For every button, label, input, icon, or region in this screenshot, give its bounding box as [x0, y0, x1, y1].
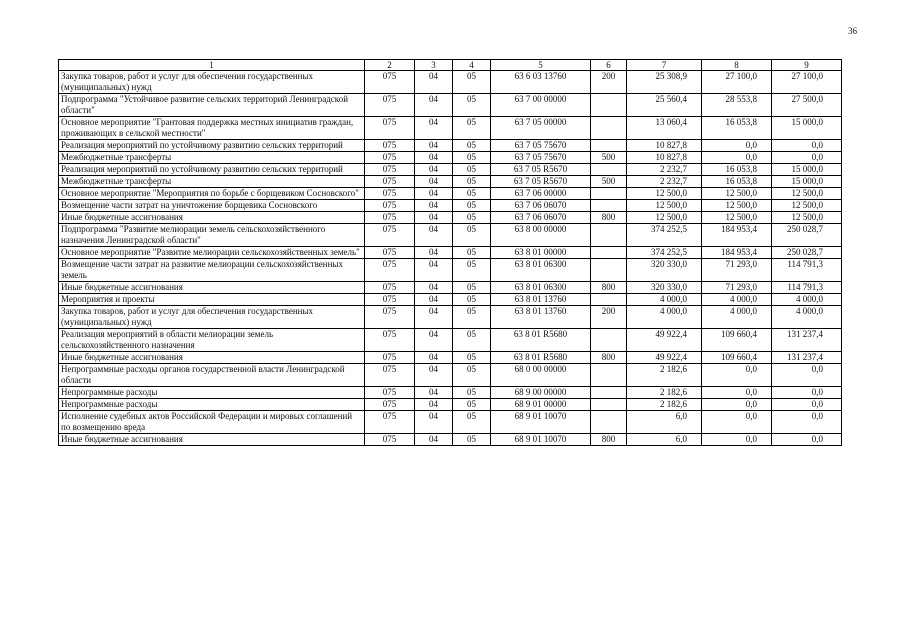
col-7-amount: 13 060,4 — [627, 117, 702, 140]
table-row — [59, 434, 842, 446]
col-8-amount: 16 053,8 — [702, 164, 772, 176]
col-4-subsection: 05 — [453, 94, 491, 117]
col-5-target-article: 68 9 01 10070 — [491, 434, 591, 446]
col-9-amount: 0,0 — [772, 434, 842, 446]
col-6-expense-type — [591, 364, 627, 387]
col-9-amount: 15 000,0 — [772, 117, 842, 140]
col-9-amount: 15 000,0 — [772, 164, 842, 176]
table-row — [59, 176, 842, 188]
col-5-target-article: 63 8 01 R5680 — [491, 352, 591, 364]
col-3-section: 04 — [415, 140, 453, 152]
col-8-amount: 16 053,8 — [702, 176, 772, 188]
col-5-target-article: 63 7 05 R5670 — [491, 164, 591, 176]
col-2-code: 075 — [365, 294, 415, 306]
col-2-code: 075 — [365, 224, 415, 247]
col-6-expense-type: 800 — [591, 434, 627, 446]
col-8-amount: 4 000,0 — [702, 294, 772, 306]
col-9-amount: 0,0 — [772, 152, 842, 164]
page-number: 36 — [848, 26, 857, 36]
col-5-target-article: 63 8 01 00000 — [491, 247, 591, 259]
col-5-target-article: 63 7 05 75670 — [491, 152, 591, 164]
col-2-code: 075 — [365, 200, 415, 212]
col-2-code: 075 — [365, 282, 415, 294]
row-name: Основное мероприятие "Мероприятия по борьбе с борщевиком Сосновского" — [59, 188, 365, 200]
col-7-amount: 12 500,0 — [627, 200, 702, 212]
col-8-amount: 71 293,0 — [702, 259, 772, 282]
col-4-subsection: 05 — [453, 176, 491, 188]
col-8-amount: 16 053,8 — [702, 117, 772, 140]
table-row — [59, 188, 842, 200]
col-7-amount: 2 182,6 — [627, 387, 702, 399]
col-8-amount: 0,0 — [702, 152, 772, 164]
col-6-expense-type — [591, 188, 627, 200]
col-6-expense-type — [591, 259, 627, 282]
col-3-section: 04 — [415, 352, 453, 364]
col-2-code: 075 — [365, 399, 415, 411]
col-4-subsection: 05 — [453, 200, 491, 212]
col-7-amount: 4 000,0 — [627, 294, 702, 306]
col-6-expense-type: 800 — [591, 352, 627, 364]
col-3-section: 04 — [415, 71, 453, 94]
col-4-subsection: 05 — [453, 329, 491, 352]
column-header-1: 1 — [59, 60, 365, 71]
table-row — [59, 71, 842, 94]
row-name: Подпрограмма "Развитие мелиорации земель сельскохозяйственного назначения Ленинградской области" — [59, 224, 365, 247]
col-3-section: 04 — [415, 411, 453, 434]
col-5-target-article: 63 7 00 00000 — [491, 94, 591, 117]
col-8-amount: 109 660,4 — [702, 352, 772, 364]
col-5-target-article: 68 9 01 00000 — [491, 399, 591, 411]
row-name: Межбюджетные трансферты — [59, 176, 365, 188]
table-row — [59, 140, 842, 152]
col-9-amount: 250 028,7 — [772, 247, 842, 259]
col-4-subsection: 05 — [453, 247, 491, 259]
col-2-code: 075 — [365, 117, 415, 140]
col-8-amount: 28 553,8 — [702, 94, 772, 117]
col-9-amount: 12 500,0 — [772, 200, 842, 212]
col-5-target-article: 63 6 03 13760 — [491, 71, 591, 94]
col-5-target-article: 63 7 06 00000 — [491, 188, 591, 200]
col-3-section: 04 — [415, 399, 453, 411]
column-header-4: 4 — [453, 60, 491, 71]
col-3-section: 04 — [415, 259, 453, 282]
col-9-amount: 131 237,4 — [772, 329, 842, 352]
col-2-code: 075 — [365, 259, 415, 282]
col-6-expense-type — [591, 140, 627, 152]
col-2-code: 075 — [365, 94, 415, 117]
col-9-amount: 250 028,7 — [772, 224, 842, 247]
col-9-amount: 0,0 — [772, 364, 842, 387]
col-3-section: 04 — [415, 188, 453, 200]
col-7-amount: 4 000,0 — [627, 306, 702, 329]
col-8-amount: 0,0 — [702, 411, 772, 434]
table-row — [59, 247, 842, 259]
col-6-expense-type — [591, 294, 627, 306]
column-header-5: 5 — [491, 60, 591, 71]
col-9-amount: 15 000,0 — [772, 176, 842, 188]
row-name: Непрограммные расходы — [59, 387, 365, 399]
col-5-target-article: 63 7 05 75670 — [491, 140, 591, 152]
col-3-section: 04 — [415, 294, 453, 306]
col-6-expense-type: 500 — [591, 152, 627, 164]
col-8-amount: 0,0 — [702, 434, 772, 446]
col-8-amount: 12 500,0 — [702, 188, 772, 200]
col-4-subsection: 05 — [453, 212, 491, 224]
row-name: Иные бюджетные ассигнования — [59, 352, 365, 364]
col-2-code: 075 — [365, 140, 415, 152]
col-2-code: 075 — [365, 176, 415, 188]
col-6-expense-type: 800 — [591, 282, 627, 294]
col-7-amount: 12 500,0 — [627, 212, 702, 224]
col-6-expense-type: 500 — [591, 176, 627, 188]
col-6-expense-type — [591, 247, 627, 259]
table-row — [59, 117, 842, 140]
col-6-expense-type: 200 — [591, 71, 627, 94]
col-3-section: 04 — [415, 224, 453, 247]
col-3-section: 04 — [415, 164, 453, 176]
col-3-section: 04 — [415, 212, 453, 224]
table-header — [59, 60, 842, 71]
col-6-expense-type — [591, 200, 627, 212]
table-row — [59, 164, 842, 176]
col-9-amount: 12 500,0 — [772, 212, 842, 224]
row-name: Возмещение части затрат на уничтожение борщевика Сосновского — [59, 200, 365, 212]
col-4-subsection: 05 — [453, 188, 491, 200]
col-2-code: 075 — [365, 164, 415, 176]
col-9-amount: 0,0 — [772, 140, 842, 152]
col-6-expense-type — [591, 411, 627, 434]
col-4-subsection: 05 — [453, 164, 491, 176]
col-9-amount: 114 791,3 — [772, 282, 842, 294]
col-8-amount: 12 500,0 — [702, 212, 772, 224]
table-row — [59, 329, 842, 352]
table-row — [59, 224, 842, 247]
table-row — [59, 152, 842, 164]
row-name: Непрограммные расходы органов государственной власти Ленинградской области — [59, 364, 365, 387]
table-row — [59, 352, 842, 364]
col-2-code: 075 — [365, 152, 415, 164]
col-4-subsection: 05 — [453, 152, 491, 164]
col-7-amount: 49 922,4 — [627, 329, 702, 352]
row-name: Исполнение судебных актов Российской Федерации и мировых соглашений по возмещению вреда — [59, 411, 365, 434]
col-7-amount: 2 232,7 — [627, 164, 702, 176]
row-name: Межбюджетные трансферты — [59, 152, 365, 164]
column-header-3: 3 — [415, 60, 453, 71]
col-3-section: 04 — [415, 117, 453, 140]
col-5-target-article: 63 8 01 R5680 — [491, 329, 591, 352]
col-5-target-article: 63 8 01 13760 — [491, 294, 591, 306]
col-6-expense-type — [591, 224, 627, 247]
col-9-amount: 131 237,4 — [772, 352, 842, 364]
col-7-amount: 25 560,4 — [627, 94, 702, 117]
col-7-amount: 2 232,7 — [627, 176, 702, 188]
col-7-amount: 320 330,0 — [627, 259, 702, 282]
col-4-subsection: 05 — [453, 411, 491, 434]
col-7-amount: 374 252,5 — [627, 247, 702, 259]
header-row — [59, 60, 842, 71]
col-6-expense-type: 800 — [591, 212, 627, 224]
col-9-amount: 0,0 — [772, 411, 842, 434]
row-name: Иные бюджетные ассигнования — [59, 434, 365, 446]
col-3-section: 04 — [415, 434, 453, 446]
col-6-expense-type — [591, 387, 627, 399]
col-9-amount: 0,0 — [772, 387, 842, 399]
table-row — [59, 306, 842, 329]
col-3-section: 04 — [415, 387, 453, 399]
col-2-code: 075 — [365, 411, 415, 434]
row-name: Иные бюджетные ассигнования — [59, 282, 365, 294]
column-header-7: 7 — [627, 60, 702, 71]
col-8-amount: 0,0 — [702, 140, 772, 152]
col-5-target-article: 63 8 01 06300 — [491, 259, 591, 282]
table-row — [59, 294, 842, 306]
row-name: Мероприятия и проекты — [59, 294, 365, 306]
col-5-target-article: 63 7 06 06070 — [491, 212, 591, 224]
col-7-amount: 25 308,9 — [627, 71, 702, 94]
col-5-target-article: 63 7 05 00000 — [491, 117, 591, 140]
column-header-6: 6 — [591, 60, 627, 71]
column-header-8: 8 — [702, 60, 772, 71]
col-2-code: 075 — [365, 212, 415, 224]
column-header-9: 9 — [772, 60, 842, 71]
col-5-target-article: 68 9 00 00000 — [491, 387, 591, 399]
col-7-amount: 374 252,5 — [627, 224, 702, 247]
table-row — [59, 212, 842, 224]
col-3-section: 04 — [415, 152, 453, 164]
col-9-amount: 4 000,0 — [772, 294, 842, 306]
col-6-expense-type: 200 — [591, 306, 627, 329]
row-name: Реализация мероприятий в области мелиорации земель сельскохозяйственного назначения — [59, 329, 365, 352]
col-3-section: 04 — [415, 329, 453, 352]
row-name: Реализация мероприятий по устойчивому развитию сельских территорий — [59, 164, 365, 176]
col-8-amount: 109 660,4 — [702, 329, 772, 352]
row-name: Непрограммные расходы — [59, 399, 365, 411]
col-2-code: 075 — [365, 364, 415, 387]
table-row — [59, 411, 842, 434]
col-9-amount: 12 500,0 — [772, 188, 842, 200]
col-5-target-article: 63 7 05 R5670 — [491, 176, 591, 188]
col-7-amount: 12 500,0 — [627, 188, 702, 200]
col-4-subsection: 05 — [453, 387, 491, 399]
row-name: Основное мероприятие "Развитие мелиорации сельскохозяйственных земель" — [59, 247, 365, 259]
table-row — [59, 282, 842, 294]
row-name: Реализация мероприятий по устойчивому развитию сельских территорий — [59, 140, 365, 152]
col-4-subsection: 05 — [453, 282, 491, 294]
col-7-amount: 6,0 — [627, 434, 702, 446]
row-name: Возмещение части затрат на развитие мелиорации сельскохозяйственных земель — [59, 259, 365, 282]
col-4-subsection: 05 — [453, 306, 491, 329]
col-8-amount: 27 100,0 — [702, 71, 772, 94]
col-8-amount: 184 953,4 — [702, 247, 772, 259]
col-4-subsection: 05 — [453, 434, 491, 446]
table-row — [59, 387, 842, 399]
col-4-subsection: 05 — [453, 259, 491, 282]
col-2-code: 075 — [365, 306, 415, 329]
col-2-code: 075 — [365, 329, 415, 352]
col-6-expense-type — [591, 399, 627, 411]
col-4-subsection: 05 — [453, 364, 491, 387]
col-8-amount: 71 293,0 — [702, 282, 772, 294]
col-3-section: 04 — [415, 306, 453, 329]
col-3-section: 04 — [415, 282, 453, 294]
budget-table — [58, 59, 842, 446]
col-5-target-article: 68 0 00 00000 — [491, 364, 591, 387]
col-5-target-article: 63 8 00 00000 — [491, 224, 591, 247]
col-4-subsection: 05 — [453, 294, 491, 306]
col-9-amount: 27 100,0 — [772, 71, 842, 94]
col-8-amount: 0,0 — [702, 399, 772, 411]
row-name: Закупка товаров, работ и услуг для обеспечения государственных (муниципальных) нужд — [59, 306, 365, 329]
col-6-expense-type — [591, 164, 627, 176]
col-5-target-article: 63 7 06 06070 — [491, 200, 591, 212]
row-name: Закупка товаров, работ и услуг для обеспечения государственных (муниципальных) нужд — [59, 71, 365, 94]
table-row — [59, 364, 842, 387]
col-4-subsection: 05 — [453, 224, 491, 247]
table-row — [59, 94, 842, 117]
col-9-amount: 0,0 — [772, 399, 842, 411]
col-8-amount: 0,0 — [702, 364, 772, 387]
col-8-amount: 184 953,4 — [702, 224, 772, 247]
col-9-amount: 114 791,3 — [772, 259, 842, 282]
col-6-expense-type — [591, 329, 627, 352]
col-6-expense-type — [591, 117, 627, 140]
col-5-target-article: 68 9 01 10070 — [491, 411, 591, 434]
col-3-section: 04 — [415, 364, 453, 387]
col-7-amount: 49 922,4 — [627, 352, 702, 364]
row-name: Иные бюджетные ассигнования — [59, 212, 365, 224]
table-row — [59, 259, 842, 282]
row-name: Подпрограмма "Устойчивое развитие сельских территорий Ленинградской области" — [59, 94, 365, 117]
table-row — [59, 200, 842, 212]
column-header-2: 2 — [365, 60, 415, 71]
col-6-expense-type — [591, 94, 627, 117]
col-7-amount: 10 827,8 — [627, 140, 702, 152]
col-7-amount: 2 182,6 — [627, 399, 702, 411]
col-4-subsection: 05 — [453, 71, 491, 94]
col-3-section: 04 — [415, 247, 453, 259]
table-row — [59, 399, 842, 411]
col-5-target-article: 63 8 01 13760 — [491, 306, 591, 329]
col-4-subsection: 05 — [453, 399, 491, 411]
col-5-target-article: 63 8 01 06300 — [491, 282, 591, 294]
table-body — [59, 71, 842, 446]
row-name: Основное мероприятие "Грантовая поддержка местных инициатив граждан, проживающих в сельской местности" — [59, 117, 365, 140]
col-2-code: 075 — [365, 188, 415, 200]
col-7-amount: 10 827,8 — [627, 152, 702, 164]
col-8-amount: 12 500,0 — [702, 200, 772, 212]
col-3-section: 04 — [415, 94, 453, 117]
col-4-subsection: 05 — [453, 117, 491, 140]
col-4-subsection: 05 — [453, 352, 491, 364]
col-2-code: 075 — [365, 247, 415, 259]
col-7-amount: 6,0 — [627, 411, 702, 434]
col-2-code: 075 — [365, 434, 415, 446]
col-9-amount: 27 500,0 — [772, 94, 842, 117]
col-3-section: 04 — [415, 200, 453, 212]
col-8-amount: 0,0 — [702, 387, 772, 399]
col-8-amount: 4 000,0 — [702, 306, 772, 329]
col-7-amount: 2 182,6 — [627, 364, 702, 387]
col-9-amount: 4 000,0 — [772, 306, 842, 329]
col-2-code: 075 — [365, 71, 415, 94]
col-2-code: 075 — [365, 387, 415, 399]
col-7-amount: 320 330,0 — [627, 282, 702, 294]
col-3-section: 04 — [415, 176, 453, 188]
col-2-code: 075 — [365, 352, 415, 364]
col-4-subsection: 05 — [453, 140, 491, 152]
